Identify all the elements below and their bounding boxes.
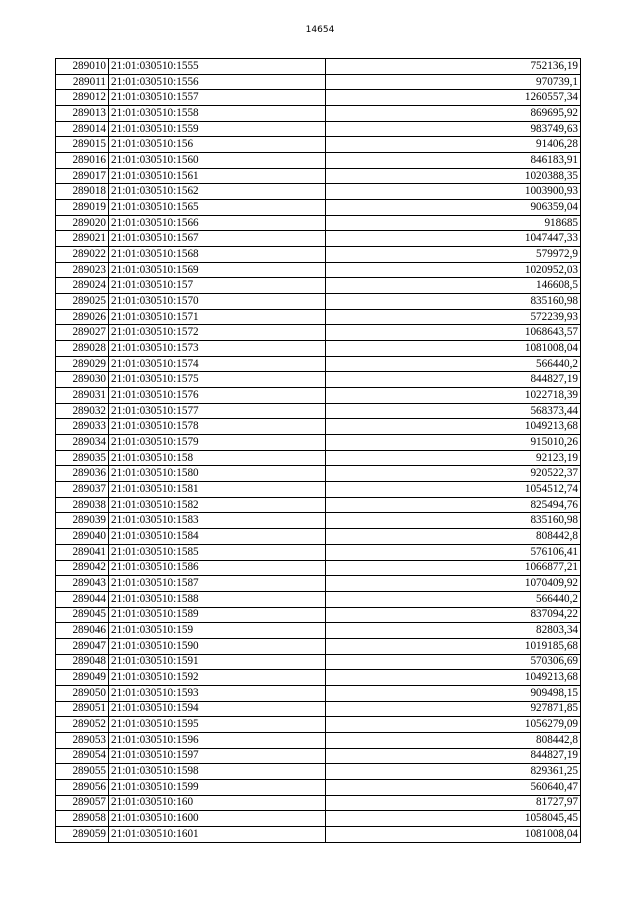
- cadastral-value-cell: 1081008,04: [326, 826, 581, 842]
- cadastral-number-cell: 21:01:030510:157: [109, 278, 326, 294]
- cadastral-number-cell: 21:01:030510:1579: [109, 435, 326, 451]
- cadastral-value-cell: 1047447,33: [326, 231, 581, 247]
- cadastral-number-cell: 21:01:030510:1588: [109, 591, 326, 607]
- table-row: [56, 435, 581, 451]
- table-row: [56, 90, 581, 106]
- row-number-cell: 289018: [56, 184, 109, 200]
- row-number-cell: 289026: [56, 309, 109, 325]
- table-row: [56, 717, 581, 733]
- row-number-cell: 289038: [56, 497, 109, 513]
- cadastral-number-cell: 21:01:030510:1595: [109, 717, 326, 733]
- cadastral-number-cell: 21:01:030510:1576: [109, 388, 326, 404]
- table-row: [56, 450, 581, 466]
- row-number-cell: 289037: [56, 482, 109, 498]
- cadastral-value-cell: 82803,34: [326, 623, 581, 639]
- table-row: [56, 419, 581, 435]
- table-row: [56, 576, 581, 592]
- cadastral-number-cell: 21:01:030510:159: [109, 623, 326, 639]
- cadastral-value-cell: 1068643,57: [326, 325, 581, 341]
- cadastral-number-cell: 21:01:030510:1590: [109, 638, 326, 654]
- cadastral-number-cell: 21:01:030510:160: [109, 795, 326, 811]
- cadastral-number-cell: 21:01:030510:1594: [109, 701, 326, 717]
- table-row: [56, 638, 581, 654]
- cadastral-number-cell: 21:01:030510:1568: [109, 247, 326, 263]
- row-number-cell: 289036: [56, 466, 109, 482]
- cadastral-value-cell: 579972,9: [326, 247, 581, 263]
- row-number-cell: 289053: [56, 732, 109, 748]
- table-row: [56, 544, 581, 560]
- cadastral-number-cell: 21:01:030510:1601: [109, 826, 326, 842]
- cadastral-value-cell: 920522,37: [326, 466, 581, 482]
- row-number-cell: 289046: [56, 623, 109, 639]
- cadastral-value-cell: 1019185,68: [326, 638, 581, 654]
- row-number-cell: 289032: [56, 403, 109, 419]
- row-number-cell: 289035: [56, 450, 109, 466]
- table-row: [56, 670, 581, 686]
- cadastral-value-cell: 576106,41: [326, 544, 581, 560]
- cadastral-value-cell: 1049213,68: [326, 670, 581, 686]
- row-number-cell: 289057: [56, 795, 109, 811]
- cadastral-number-cell: 21:01:030510:1561: [109, 168, 326, 184]
- row-number-cell: 289010: [56, 59, 109, 75]
- table-row: [56, 482, 581, 498]
- row-number-cell: 289041: [56, 544, 109, 560]
- row-number-cell: 289011: [56, 74, 109, 90]
- cadastral-value-cell: 566440,2: [326, 591, 581, 607]
- cadastral-number-cell: 21:01:030510:1600: [109, 811, 326, 827]
- cadastral-number-cell: 21:01:030510:1582: [109, 497, 326, 513]
- table-row: [56, 372, 581, 388]
- cadastral-number-cell: 21:01:030510:1569: [109, 262, 326, 278]
- row-number-cell: 289012: [56, 90, 109, 106]
- row-number-cell: 289044: [56, 591, 109, 607]
- row-number-cell: 289055: [56, 764, 109, 780]
- table-row: [56, 685, 581, 701]
- row-number-cell: 289031: [56, 388, 109, 404]
- table-row: [56, 278, 581, 294]
- cadastral-number-cell: 21:01:030510:1574: [109, 356, 326, 372]
- table-row: [56, 811, 581, 827]
- table-row: [56, 137, 581, 153]
- cadastral-number-cell: 21:01:030510:1567: [109, 231, 326, 247]
- row-number-cell: 289014: [56, 121, 109, 137]
- cadastral-number-cell: 21:01:030510:1596: [109, 732, 326, 748]
- cadastral-number-cell: 21:01:030510:1583: [109, 513, 326, 529]
- row-number-cell: 289020: [56, 215, 109, 231]
- row-number-cell: 289030: [56, 372, 109, 388]
- cadastral-value-cell: 752136,19: [326, 59, 581, 75]
- cadastral-number-cell: 21:01:030510:1580: [109, 466, 326, 482]
- cadastral-number-cell: 21:01:030510:1562: [109, 184, 326, 200]
- table-row: [56, 748, 581, 764]
- row-number-cell: 289058: [56, 811, 109, 827]
- table-row: [56, 529, 581, 545]
- row-number-cell: 289051: [56, 701, 109, 717]
- table-row: [56, 560, 581, 576]
- table-row: [56, 764, 581, 780]
- cadastral-value-cell: 844827,19: [326, 372, 581, 388]
- cadastral-number-cell: 21:01:030510:1592: [109, 670, 326, 686]
- cadastral-value-cell: 927871,85: [326, 701, 581, 717]
- cadastral-number-cell: 21:01:030510:1556: [109, 74, 326, 90]
- table-row: [56, 497, 581, 513]
- table-row: [56, 732, 581, 748]
- row-number-cell: 289040: [56, 529, 109, 545]
- cadastral-number-cell: 21:01:030510:1559: [109, 121, 326, 137]
- table-row: [56, 513, 581, 529]
- page-number: 14654: [305, 25, 335, 35]
- row-number-cell: 289013: [56, 106, 109, 122]
- cadastral-number-cell: 21:01:030510:1575: [109, 372, 326, 388]
- table-row: [56, 294, 581, 310]
- table-row: [56, 388, 581, 404]
- cadastral-number-cell: 21:01:030510:156: [109, 137, 326, 153]
- cadastral-number-cell: 21:01:030510:1589: [109, 607, 326, 623]
- cadastral-number-cell: 21:01:030510:1560: [109, 153, 326, 169]
- row-number-cell: 289054: [56, 748, 109, 764]
- cadastral-value-cell: 906359,04: [326, 200, 581, 216]
- cadastral-value-cell: 1022718,39: [326, 388, 581, 404]
- cadastral-number-cell: 21:01:030510:1555: [109, 59, 326, 75]
- row-number-cell: 289025: [56, 294, 109, 310]
- table-row: [56, 168, 581, 184]
- row-number-cell: 289059: [56, 826, 109, 842]
- row-number-cell: 289023: [56, 262, 109, 278]
- table-row: [56, 215, 581, 231]
- cadastral-number-cell: 21:01:030510:1558: [109, 106, 326, 122]
- row-number-cell: 289028: [56, 341, 109, 357]
- cadastral-value-cell: 1260557,34: [326, 90, 581, 106]
- table-row: [56, 591, 581, 607]
- cadastral-value-cell: 570306,69: [326, 654, 581, 670]
- cadastral-value-cell: 1066877,21: [326, 560, 581, 576]
- cadastral-value-cell: 869695,92: [326, 106, 581, 122]
- cadastral-value-cell: 1070409,92: [326, 576, 581, 592]
- cadastral-number-cell: 21:01:030510:1587: [109, 576, 326, 592]
- cadastral-value-cell: 572239,93: [326, 309, 581, 325]
- table-row: [56, 184, 581, 200]
- table-row: [56, 607, 581, 623]
- row-number-cell: 289017: [56, 168, 109, 184]
- cadastral-number-cell: 21:01:030510:1599: [109, 779, 326, 795]
- table-row: [56, 341, 581, 357]
- cadastral-number-cell: 21:01:030510:1584: [109, 529, 326, 545]
- cadastral-number-cell: 21:01:030510:1585: [109, 544, 326, 560]
- cadastral-value-cell: 970739,1: [326, 74, 581, 90]
- cadastral-number-cell: 21:01:030510:1570: [109, 294, 326, 310]
- cadastral-value-cell: 918685: [326, 215, 581, 231]
- cadastral-value-cell: 1003900,93: [326, 184, 581, 200]
- row-number-cell: 289029: [56, 356, 109, 372]
- cadastral-number-cell: 21:01:030510:1586: [109, 560, 326, 576]
- cadastral-value-cell: 566440,2: [326, 356, 581, 372]
- table-row: [56, 74, 581, 90]
- table-row: [56, 121, 581, 137]
- cadastral-number-cell: 21:01:030510:1578: [109, 419, 326, 435]
- cadastral-number-cell: 21:01:030510:1557: [109, 90, 326, 106]
- cadastral-value-cell: 92123,19: [326, 450, 581, 466]
- row-number-cell: 289015: [56, 137, 109, 153]
- row-number-cell: 289052: [56, 717, 109, 733]
- cadastral-number-cell: 21:01:030510:1593: [109, 685, 326, 701]
- registry-table: [55, 58, 581, 843]
- row-number-cell: 289047: [56, 638, 109, 654]
- cadastral-value-cell: 1058045,45: [326, 811, 581, 827]
- row-number-cell: 289048: [56, 654, 109, 670]
- table-row: [56, 231, 581, 247]
- row-number-cell: 289033: [56, 419, 109, 435]
- table-row: [56, 779, 581, 795]
- cadastral-value-cell: 909498,15: [326, 685, 581, 701]
- row-number-cell: 289056: [56, 779, 109, 795]
- cadastral-value-cell: 1020952,03: [326, 262, 581, 278]
- cadastral-value-cell: 1056279,09: [326, 717, 581, 733]
- cadastral-value-cell: 808442,8: [326, 732, 581, 748]
- row-number-cell: 289045: [56, 607, 109, 623]
- table-row: [56, 795, 581, 811]
- cadastral-value-cell: 1054512,74: [326, 482, 581, 498]
- row-number-cell: 289039: [56, 513, 109, 529]
- table-row: [56, 356, 581, 372]
- cadastral-value-cell: 983749,63: [326, 121, 581, 137]
- cadastral-value-cell: 846183,91: [326, 153, 581, 169]
- cadastral-number-cell: 21:01:030510:1591: [109, 654, 326, 670]
- cadastral-value-cell: 91406,28: [326, 137, 581, 153]
- cadastral-number-cell: 21:01:030510:158: [109, 450, 326, 466]
- cadastral-value-cell: 844827,19: [326, 748, 581, 764]
- cadastral-number-cell: 21:01:030510:1581: [109, 482, 326, 498]
- cadastral-number-cell: 21:01:030510:1597: [109, 748, 326, 764]
- registry-table-body: [56, 59, 581, 843]
- cadastral-value-cell: 808442,8: [326, 529, 581, 545]
- table-row: [56, 826, 581, 842]
- row-number-cell: 289021: [56, 231, 109, 247]
- row-number-cell: 289019: [56, 200, 109, 216]
- table-row: [56, 701, 581, 717]
- cadastral-number-cell: 21:01:030510:1565: [109, 200, 326, 216]
- row-number-cell: 289022: [56, 247, 109, 263]
- table-row: [56, 106, 581, 122]
- cadastral-value-cell: 568373,44: [326, 403, 581, 419]
- cadastral-number-cell: 21:01:030510:1577: [109, 403, 326, 419]
- cadastral-number-cell: 21:01:030510:1571: [109, 309, 326, 325]
- cadastral-value-cell: 81727,97: [326, 795, 581, 811]
- table-row: [56, 59, 581, 75]
- table-row: [56, 623, 581, 639]
- row-number-cell: 289027: [56, 325, 109, 341]
- cadastral-number-cell: 21:01:030510:1598: [109, 764, 326, 780]
- row-number-cell: 289024: [56, 278, 109, 294]
- cadastral-number-cell: 21:01:030510:1572: [109, 325, 326, 341]
- table-row: [56, 654, 581, 670]
- row-number-cell: 289050: [56, 685, 109, 701]
- table-row: [56, 309, 581, 325]
- cadastral-number-cell: 21:01:030510:1566: [109, 215, 326, 231]
- table-row: [56, 262, 581, 278]
- cadastral-value-cell: 837094,22: [326, 607, 581, 623]
- cadastral-value-cell: 835160,98: [326, 294, 581, 310]
- cadastral-value-cell: 915010,26: [326, 435, 581, 451]
- table-row: [56, 403, 581, 419]
- cadastral-value-cell: 560640,47: [326, 779, 581, 795]
- row-number-cell: 289043: [56, 576, 109, 592]
- row-number-cell: 289049: [56, 670, 109, 686]
- row-number-cell: 289042: [56, 560, 109, 576]
- table-row: [56, 247, 581, 263]
- cadastral-value-cell: 835160,98: [326, 513, 581, 529]
- table-row: [56, 200, 581, 216]
- cadastral-value-cell: 1081008,04: [326, 341, 581, 357]
- cadastral-value-cell: 829361,25: [326, 764, 581, 780]
- cadastral-value-cell: 825494,76: [326, 497, 581, 513]
- cadastral-value-cell: 1049213,68: [326, 419, 581, 435]
- table-row: [56, 466, 581, 482]
- row-number-cell: 289016: [56, 153, 109, 169]
- cadastral-value-cell: 146608,5: [326, 278, 581, 294]
- table-row: [56, 153, 581, 169]
- row-number-cell: 289034: [56, 435, 109, 451]
- cadastral-value-cell: 1020388,35: [326, 168, 581, 184]
- cadastral-number-cell: 21:01:030510:1573: [109, 341, 326, 357]
- table-row: [56, 325, 581, 341]
